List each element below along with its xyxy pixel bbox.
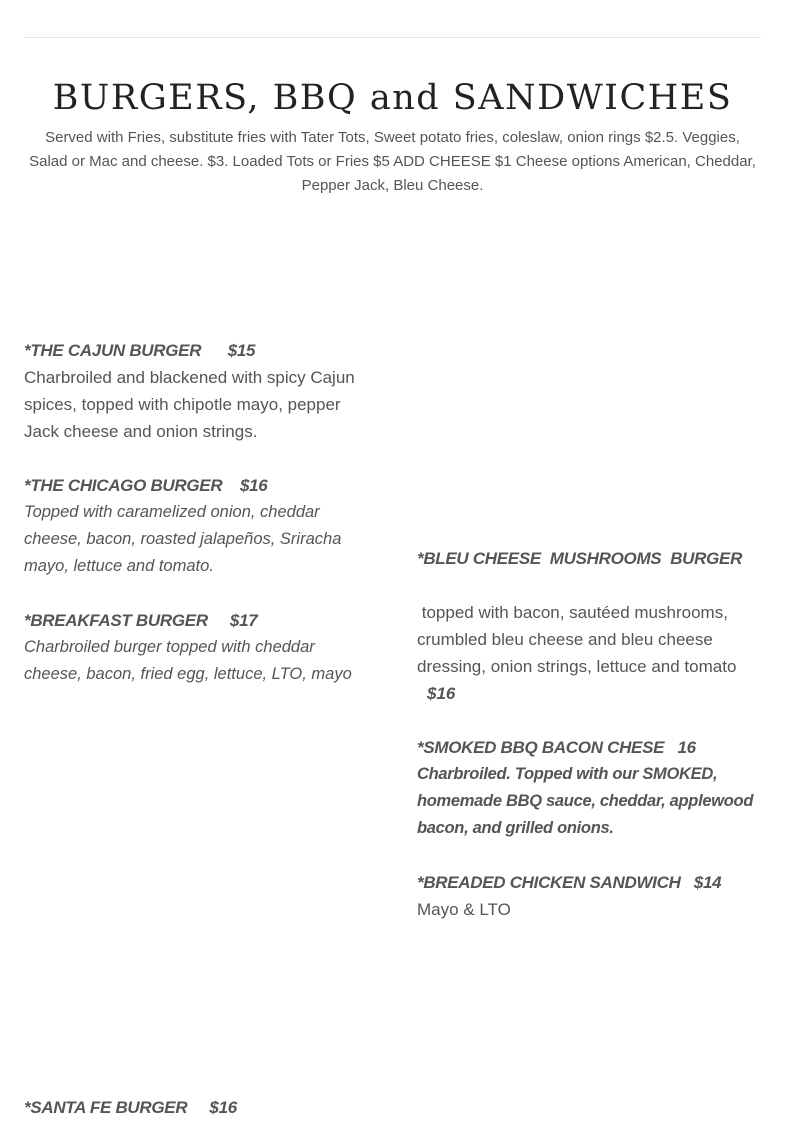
menu-item-smoked-bbq-bacon-cheese xyxy=(417,734,762,842)
menu-item-description: Topped with caramelized onion, cheddar cheese, bacon, roasted jalapeños, Sriracha mayo, lettuce and tomato. xyxy=(24,503,342,575)
menu-item-chicago-burger xyxy=(24,472,376,580)
menu-item-description: topped with bacon, sautéed mushrooms, crumbled bleu cheese and bleu cheese dressing, onion strings, lettuce and tomato xyxy=(417,603,737,676)
menu-item-name: *SMOKED BBQ BACON CHESE 16 xyxy=(417,738,696,757)
menu-item-description: Charbroiled and blackened with spicy Cajun spices, topped with chipotle mayo, pepper Jack cheese and onion strings. xyxy=(24,368,355,441)
page-title: BURGERS, BBQ and SANDWICHES xyxy=(52,78,733,118)
menu-item-breaded-chicken-sandwich xyxy=(417,869,762,923)
menu-item-breakfast-burger xyxy=(24,607,376,688)
top-divider xyxy=(24,37,761,38)
menu-item-name: *BREAKFAST BURGER $17 xyxy=(24,611,258,630)
section-subtitle: Served with Fries, substitute fries with Tater Tots, Sweet potato fries, coleslaw, onion rings $2.5. Veggies, Salad or Mac and cheese. $3. Loaded Tots or Fries $5 ADD CHEESE $1 Cheese options American, Cheddar, Pepper Jack, Bleu Cheese. xyxy=(29,129,756,194)
menu-column-left xyxy=(24,337,376,688)
menu-item-description: Charbroiled burger topped with cheddar cheese, bacon, fried egg, lettuce, LTO, mayo xyxy=(24,638,352,683)
menu-item-name: *THE CHICAGO BURGER $16 xyxy=(24,476,268,495)
menu-item-name: *BREADED CHICKEN SANDWICH $14 xyxy=(417,873,722,892)
menu-item-cajun-burger xyxy=(24,337,376,445)
menu-column-right xyxy=(417,545,762,923)
menu-item-name: *SANTA FE BURGER $16 xyxy=(24,1098,237,1117)
menu-item-description: Mayo & LTO xyxy=(417,900,511,919)
menu-item-santa-fe-burger xyxy=(24,1094,237,1121)
menu-item-name: *BLEU CHEESE MUSHROOMS BURGER xyxy=(417,549,743,568)
menu-item-description: Charbroiled. Topped with our SMOKED, homemade BBQ sauce, cheddar, applewood bacon, and grilled onions. xyxy=(417,765,754,837)
menu-item-price: $16 xyxy=(427,684,456,703)
menu-item-bleu-cheese-mushrooms-burger xyxy=(417,545,762,707)
menu-item-name: *THE CAJUN BURGER $15 xyxy=(24,341,256,360)
